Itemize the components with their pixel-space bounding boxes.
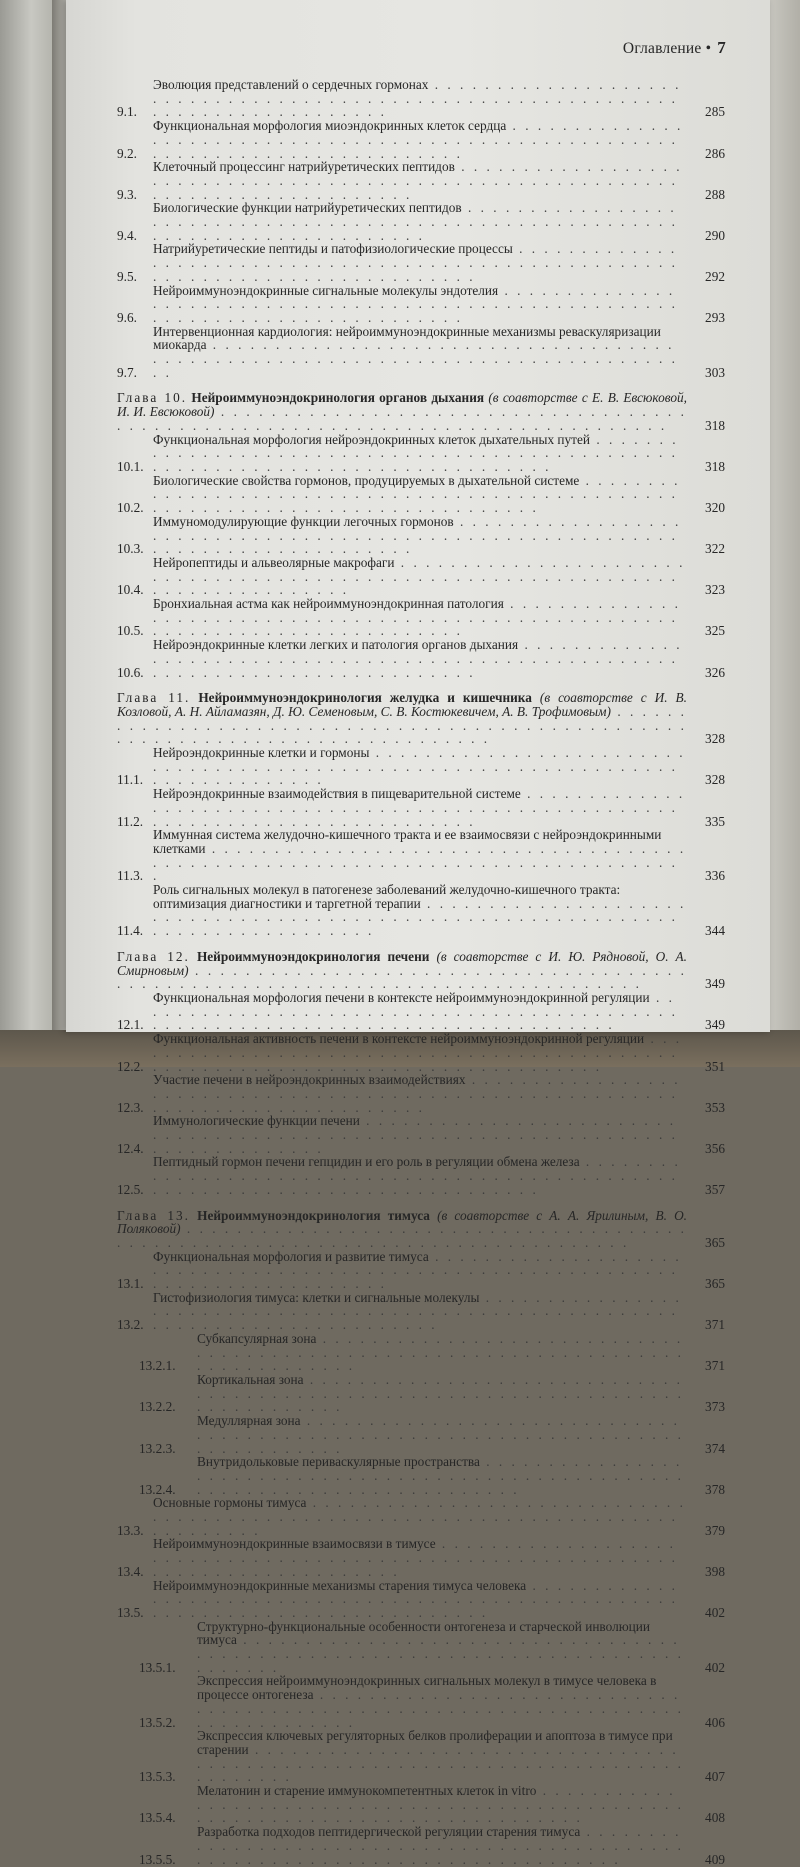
section-title: Клеточный процессинг натрийуретических пептидов — [153, 159, 455, 175]
toc-subsection — [117, 1414, 725, 1455]
section-page: 353 — [705, 1099, 725, 1115]
section-number: 9.3. — [117, 186, 137, 202]
section-title: Нейроиммуноэндокринные механизмы старения тимуса человека — [153, 1577, 527, 1593]
section-title: Биологические свойства гормонов, продуцируемых в дыхательной системе — [153, 472, 580, 488]
section-page: 379 — [705, 1522, 725, 1538]
toc-section — [117, 1579, 725, 1620]
header-section-title: Оглавление — [622, 40, 702, 57]
toc-section — [117, 1537, 725, 1578]
toc-section — [117, 1114, 725, 1155]
section-title-wrap — [153, 284, 687, 325]
section-page: 409 — [705, 1851, 725, 1867]
leader-dots: . . . . . . . . . . . . . . . . . . . . . . . . . . . . . . . . . . . . . . . . . . . . . . . . . . . . . . . . . . . . . . . . . . . . . . . . . . . . . . . . . — [197, 1824, 684, 1867]
toc-section — [117, 515, 725, 556]
section-title-wrap — [153, 787, 687, 828]
chapter-authors: (в соавторстве с И. В. Козловой, А. Н. Айламазян, Д. Ю. Семеновым, С. В. Костюкевичем, А. В. Трофимовым) — [117, 690, 688, 719]
section-title-wrap — [153, 1073, 687, 1114]
section-page: 406 — [705, 1714, 725, 1730]
leader-dots: . . . . . . . . . . . . . . . . . . . . . . . . . . . . . . . . . . . . . . . . . . . . . . . . . . . . . . . . . . . . . . . . . . . . . . . . . . . . . . . . . — [197, 1687, 684, 1730]
section-number: 9.5. — [117, 268, 137, 284]
section-title-wrap — [197, 1455, 687, 1496]
section-page: 290 — [705, 227, 725, 243]
section-title: Функциональная морфология печени в контексте нейроиммуноэндокринной регуляции — [153, 990, 650, 1005]
toc-subsection — [117, 1674, 725, 1729]
section-title-wrap — [153, 828, 687, 883]
chapter-label: Глава 12. — [117, 948, 190, 964]
toc-section — [117, 556, 725, 597]
section-page: 292 — [705, 268, 725, 284]
toc-section — [117, 78, 725, 119]
leader-dots: . . . . . . . . . . . . . . . . . . . . . . . . . . . . . . . . . . . . . . . . . . . . . . . . . . . . . . . . . . . . . . . . . . . . . . . . . . . . . . . . . — [197, 1783, 684, 1826]
section-number: 10.3. — [117, 541, 144, 557]
section-number: 12.3. — [117, 1099, 144, 1115]
leader-dots: . . . . . . . . . . . . . . . . . . . . . . . . . . . . . . . . . . . . . . . . . . . . . . . . . . . . . . . . . . . . . . . . . . . . . . . . . . . . . . . . . — [153, 200, 678, 243]
section-number: 13.5.5. — [139, 1851, 176, 1867]
leader-dots: . . . . . . . . . . . . . . . . . . . . . . . . . . . . . . . . . . . . . . . . . . . . . . . . . . . . . . . . . . . . . . . . . . . . . . . . . . . . . . . . . — [153, 1536, 678, 1579]
section-title-wrap — [153, 556, 687, 597]
section-title: Пептидный гормон печени гепцидин и его роль в регуляции обмена железа — [153, 1154, 580, 1170]
section-number: 13.3. — [117, 1522, 144, 1538]
toc-section — [117, 1496, 725, 1537]
section-page: 371 — [705, 1317, 725, 1333]
section-title: Нейропептиды и альвеолярные макрофаги — [153, 554, 395, 570]
section-page: 349 — [705, 1017, 725, 1033]
section-title-wrap — [153, 883, 687, 938]
section-title: Биологические функции натрийуретических пептидов — [153, 200, 462, 216]
leader-dots: . . . . . . . . . . . . . . . . . . . . . . . . . . . . . . . . . . . . . . . . . . . . . . . . . . . . . . . . . . . . . . . . . . . . . . . . . . . . . . . . . — [153, 1031, 683, 1074]
toc-section — [117, 1073, 725, 1114]
toc-section — [117, 828, 725, 883]
section-number: 13.4. — [117, 1563, 144, 1579]
section-page: 285 — [705, 104, 725, 120]
leader-dots: . . . . . . . . . . . . . . . . . . . . . . . . . . . . . . . . . . . . . . . . . . . . . . . . . . . . . . . . . . . . . . . . . . . . . . . . . . . . . . . . . — [153, 1495, 686, 1538]
chapter-page: 365 — [705, 1234, 725, 1250]
section-page: 356 — [705, 1140, 725, 1156]
section-page: 335 — [705, 813, 725, 829]
toc-section — [117, 883, 725, 938]
toc-section — [117, 991, 725, 1032]
section-number: 13.2.2. — [139, 1399, 176, 1415]
chapter-title: Нейроиммуноэндокринология органов дыхания — [191, 390, 485, 406]
leader-dots: . . . . . . . . . . . . . . . . . . . . . . . . . . . . . . . . . . . . . . . . . . . . . . . . . . . . . . . . . . . . . . . . . . . . . . . . . . . . . . . . . — [197, 1413, 684, 1456]
section-number: 13.2.3. — [139, 1440, 176, 1456]
section-page: 293 — [705, 309, 725, 325]
section-page: 320 — [705, 500, 725, 516]
section-title: Бронхиальная астма как нейроиммуноэндокринная патология — [153, 596, 504, 612]
toc-subsection — [117, 1455, 725, 1496]
section-title-wrap — [153, 119, 687, 160]
section-number: 10.4. — [117, 582, 144, 598]
section-title: Экспрессия ключевых регуляторных белков пролиферации и апоптоза в тимусе при старении — [197, 1728, 673, 1757]
section-title-wrap — [153, 1291, 687, 1332]
section-page: 328 — [705, 772, 725, 788]
leader-dots: . . . . . . . . . . . . . . . . . . . . . . . . . . . . . . . . . . . . . . . . . . . . . . . . . . . . . . . . . . . . . . . . . . . . . . . . . . . . . . . . . — [153, 596, 681, 639]
section-page: 357 — [705, 1181, 725, 1197]
section-number: 11.1. — [117, 772, 144, 788]
section-number: 12.2. — [117, 1058, 144, 1074]
leader-dots: . . . . . . . . . . . . . . . . . . . . . . . . . . . . . . . . . . . . . . . . . . . . . . . . . . . . . . . . . . . . . . . . . . . . . . . . . . . . . . . . . — [153, 77, 682, 120]
header-page-number: 7 — [717, 38, 726, 57]
toc-subsection — [117, 1729, 725, 1784]
leader-dots: . . . . . . . . . . . . . . . . . . . . . . . . . . . . . . . . . . . . . . . . . . . . . . . . . . . . . . . . . . . . . . . . . . . . . . . . . . . . . . . . . — [153, 1072, 681, 1115]
section-page: 402 — [705, 1604, 725, 1620]
leader-dots: . . . . . . . . . . . . . . . . . . . . . . . . . . . . . . . . . . . . . . . . . . . . . . . . . . . . . . . . . . . . . . . . . . . . . . . . . . . . . . . . . — [197, 1330, 684, 1374]
section-title: Роль сигнальных молекул в патогенезе заболеваний желудочно-кишечного тракта: оптимизация диагностики и таргетной терапии — [153, 882, 621, 911]
section-title: Эволюция представлений о сердечных гормонах — [153, 77, 429, 92]
chapter-heading — [117, 950, 725, 991]
leader-dots: . . . . . . . . . . . . . . . . . . . . . . . . . . . . . . . . . . . . . . . . . . . . . . . . . . . . . . . . . . . . . . . . . . . . . . . . . . . . . . . . . — [153, 1154, 681, 1197]
section-title: Нейроэндокринные клетки легких и патология органов дыхания — [153, 637, 519, 653]
chapter-heading-text — [117, 691, 687, 746]
section-number: 10.6. — [117, 664, 144, 680]
leader-dots: . . . . . . . . . . . . . . . . . . . . . . . . . . . . . . . . . . . . . . . . . . . . . . . . . . . . . . . . . . . . . . . . . . . . . . . . . . . . . . . . . — [197, 1454, 684, 1497]
section-title: Функциональная морфология и развитие тимуса — [153, 1248, 429, 1264]
leader-dots: . . . . . . . . . . . . . . . . . . . . . . . . . . . . . . . . . . . . . . . . . . . . . . . . . . . . . . . . . . . . . . . . . . . . . . . . . . . . . . . . . — [153, 745, 686, 788]
leader-dots: . . . . . . . . . . . . . . . . . . . . . . . . . . . . . . . . . . . . . . . . . . . . . . . . . . . . . . . . . . . . . . . . . . . . . . . . . . . . . . . . . — [117, 703, 688, 747]
section-number: 13.2.4. — [139, 1481, 176, 1497]
section-title-wrap — [197, 1373, 687, 1414]
section-page: 336 — [705, 868, 725, 884]
section-number: 11.4. — [117, 923, 144, 939]
section-number: 10.2. — [117, 500, 144, 516]
section-page: 325 — [705, 623, 725, 639]
section-title: Функциональная морфология миоэндокринных клеток сердца — [153, 118, 507, 134]
section-number: 9.4. — [117, 227, 137, 243]
chapter-heading — [117, 1209, 725, 1250]
toc-section — [117, 119, 725, 160]
chapter-authors: (в соавторстве с И. Ю. Рядновой, О. А. Смирновым) — [117, 948, 688, 978]
toc-section — [117, 160, 725, 201]
toc-section — [117, 433, 725, 474]
chapter-heading-text — [117, 950, 687, 991]
section-title: Гистофизиология тимуса: клетки и сигнальные молекулы — [153, 1289, 480, 1305]
section-title-wrap — [197, 1620, 687, 1675]
section-page: 286 — [705, 145, 725, 161]
section-number: 12.1. — [117, 1017, 144, 1033]
section-title-wrap — [197, 1729, 687, 1784]
toc-subsection — [117, 1332, 725, 1373]
section-page: 351 — [705, 1058, 725, 1074]
section-title: Участие печени в нейроэндокринных взаимодействиях — [153, 1072, 466, 1088]
section-title: Разработка подходов пептидергической регуляции старения тимуса — [197, 1824, 581, 1840]
toc-subsection — [117, 1825, 725, 1866]
toc-section — [117, 1155, 725, 1196]
section-title-wrap — [197, 1784, 687, 1825]
section-title-wrap — [153, 1155, 687, 1196]
section-title-wrap — [153, 242, 687, 283]
chapter-label: Глава 10. — [117, 390, 188, 406]
chapter-label: Глава 11. — [117, 690, 191, 706]
section-page: 407 — [705, 1769, 725, 1785]
section-page: 408 — [705, 1810, 725, 1826]
section-number: 9.7. — [117, 364, 137, 380]
section-title: Иммуномодулирующие функции легочных гормонов — [153, 513, 454, 529]
leader-dots: . . . . . . . . . . . . . . . . . . . . . . . . . . . . . . . . . . . . . . . . . . . . . . . . . . . . . . . . . . . . . . . . . . . . . . . . . . . . . . . . . — [153, 513, 682, 557]
leader-dots: . . . . . . . . . . . . . . . . . . . . . . . . . . . . . . . . . . . . . . . . . . . . . . . . . . . . . . . . . . . . . . . . . . . . . . . . . . . . . . . . . — [153, 159, 683, 202]
section-title-wrap — [153, 1250, 687, 1291]
section-page: 323 — [705, 582, 725, 598]
section-number: 13.2. — [117, 1317, 144, 1333]
section-page: 322 — [705, 541, 725, 557]
section-number: 12.5. — [117, 1181, 144, 1197]
section-title-wrap — [153, 1579, 687, 1620]
chapter-title: Нейроиммуноэндокринология печени — [196, 948, 430, 964]
leader-dots: . . . . . . . . . . . . . . . . . . . . . . . . . . . . . . . . . . . . . . . . . . . . . . . . . . . . . . . . . . . . . . . . . . . . . . . . . . . . . . . . . — [153, 1113, 678, 1156]
toc-subsection — [117, 1373, 725, 1414]
section-title: Функциональная морфология нейроэндокринных клеток дыхательных путей — [153, 431, 591, 447]
section-title-wrap — [197, 1825, 687, 1866]
section-number: 10.1. — [117, 458, 144, 474]
section-title-wrap — [153, 433, 687, 474]
section-title: Интервенционная кардиология: нейроиммуноэндокринные механизмы реваскуляризации миокарда — [153, 323, 661, 353]
section-page: 326 — [705, 664, 725, 680]
section-title-wrap — [197, 1674, 687, 1729]
toc-section — [117, 1250, 725, 1291]
toc-section — [117, 474, 725, 515]
section-number: 13.5.3. — [139, 1769, 176, 1785]
section-number: 9.6. — [117, 309, 137, 325]
chapter-title: Нейроиммуноэндокринология желудка и кишечника — [198, 690, 532, 706]
section-title: Функциональная активность печени в контексте нейроиммуноэндокринной регуляции — [153, 1031, 645, 1047]
book-page — [66, 0, 770, 1867]
leader-dots: . . . . . . . . . . . . . . . . . . . . . . . . . . . . . . . . . . . . . . . . . . . . . . . . . . . . . . . . . . . . . . . . . . . . . . . . . . . . . . . . . — [153, 1248, 682, 1292]
toc-section — [117, 1032, 725, 1073]
leader-dots: . . . . . . . . . . . . . . . . . . . . . . . . . . . . . . . . . . . . . . . . . . . . . . . . . . . . . . . . . . . . . . . . . . . . . . . . . . . . . . . . . — [153, 786, 686, 829]
toc-section — [117, 201, 725, 242]
section-title: Нейроэндокринные клетки и гормоны — [153, 745, 370, 761]
section-title: Мелатонин и старение иммунокомпетентных клеток in vitro — [197, 1783, 537, 1799]
section-number: 12.4. — [117, 1140, 144, 1156]
section-title: Иммунологические функции печени — [153, 1113, 360, 1129]
chapter-authors: (в соавторстве с Е. В. Евсюковой, И. И. Евсюковой) — [117, 390, 688, 420]
leader-dots: . . . . . . . . . . . . . . . . . . . . . . . . . . . . . . . . . . . . . . . . . . . . . . . . . . . . . . . . . . . . . . . . . . . . . . . . . . . . . . . . . — [153, 118, 684, 161]
section-page: 373 — [705, 1399, 725, 1415]
toc-section — [117, 284, 725, 325]
section-title-wrap — [153, 1032, 687, 1073]
chapter-heading-text — [117, 391, 687, 432]
toc-section — [117, 325, 725, 380]
section-number: 13.5.2. — [139, 1714, 176, 1730]
section-title-wrap — [153, 325, 687, 380]
section-page: 402 — [705, 1659, 725, 1675]
running-header — [623, 38, 726, 58]
leader-dots: . . . . . . . . . . . . . . . . . . . . . . . . . . . . . . . . . . . . . . . . . . . . . . . . . . . . . . . . . . . . . . . . . . . . . . . . . . . . . . . . . — [153, 431, 679, 474]
section-number: 13.1. — [117, 1276, 144, 1292]
section-number: 13.2.1. — [139, 1358, 176, 1374]
chapter-heading — [117, 391, 725, 432]
page-stack-edge — [768, 0, 800, 1030]
leader-dots: . . . . . . . . . . . . . . . . . . . . . . . . . . . . . . . . . . . . . . . . . . . . . . . . . . . . . . . . . . . . . . . . . . . . . . . . . . . . . . . . . — [117, 404, 687, 433]
chapter-heading — [117, 691, 725, 746]
section-title: Субкапсулярная зона — [197, 1330, 317, 1346]
toc-section — [117, 1291, 725, 1332]
section-title-wrap — [153, 1537, 687, 1578]
section-title: Основные гормоны тимуса — [153, 1495, 307, 1511]
leader-dots: . . . . . . . . . . . . . . . . . . . . . . . . . . . . . . . . . . . . . . . . . . . . . . . . . . . . . . . . . . . . . . . . . . . . . . . . . . . . . . . . . — [117, 962, 687, 992]
section-title-wrap — [153, 638, 687, 679]
section-number: 9.2. — [117, 145, 137, 161]
section-page: 365 — [705, 1276, 725, 1292]
section-title-wrap — [197, 1414, 687, 1455]
section-number: 10.5. — [117, 623, 144, 639]
toc-subsection — [117, 1620, 725, 1675]
leader-dots: . . . . . . . . . . . . . . . . . . . . . . . . . . . . . . . . . . . . . . . . . . . . . . . . . . . . . . . . . . . . . . . . . . . . . . . . . . . . . . . . . — [153, 990, 678, 1033]
section-title: Нейроэндокринные взаимодействия в пищеварительной системе — [153, 786, 521, 802]
section-page: 398 — [705, 1563, 725, 1579]
toc-section — [117, 746, 725, 787]
chapter-label: Глава 13. — [117, 1207, 190, 1223]
section-number: 9.1. — [117, 104, 137, 120]
chapter-heading-text — [117, 1209, 687, 1250]
section-title: Нейроиммуноэндокринные взаимосвязи в тимусе — [153, 1536, 436, 1552]
section-title-wrap — [153, 474, 687, 515]
chapter-authors: (в соавторстве с А. А. Ярилиным, В. О. Поляковой) — [117, 1207, 688, 1237]
section-title-wrap — [197, 1332, 687, 1373]
table-of-contents — [117, 78, 725, 1866]
header-separator: • — [705, 40, 712, 57]
chapter-page: 328 — [705, 731, 725, 747]
leader-dots: . . . . . . . . . . . . . . . . . . . . . . . . . . . . . . . . . . . . . . . . . . . . . . . . . . . . . . . . . . . . . . . . . . . . . . . . . . . . . . . . . — [153, 472, 681, 516]
leader-dots: . . . . . . . . . . . . . . . . . . . . . . . . . . . . . . . . . . . . . . . . . . . . . . . . . . . . . . . . . . . . . . . . . . . . . . . . . . . . . . . . . — [153, 1577, 678, 1620]
toc-section — [117, 638, 725, 679]
previous-page-edge — [0, 0, 52, 1030]
leader-dots: . . . . . . . . . . . . . . . . . . . . . . . . . . . . . . . . . . . . . . . . . . . . . . . . . . . . . . . . . . . . . . . . . . . . . . . . . . . . . . . . . — [153, 637, 683, 680]
section-title-wrap — [153, 1114, 687, 1155]
section-number: 11.2. — [117, 813, 144, 829]
leader-dots: . . . . . . . . . . . . . . . . . . . . . . . . . . . . . . . . . . . . . . . . . . . . . . . . . . . . . . . . . . . . . . . . . . . . . . . . . . . . . . . . . — [197, 1741, 684, 1785]
section-number: 13.5.1. — [139, 1659, 176, 1675]
leader-dots: . . . . . . . . . . . . . . . . . . . . . . . . . . . . . . . . . . . . . . . . . . . . . . . . . . . . . . . . . . . . . . . . . . . . . . . . . . . . . . . . . — [153, 840, 687, 884]
section-title: Экспрессия нейроиммуноэндокринных сигнальных молекул в тимусе человека в процессе онтогенеза — [197, 1673, 657, 1703]
section-title-wrap — [153, 991, 687, 1032]
section-page: 318 — [705, 458, 725, 474]
chapter-page: 318 — [705, 417, 725, 433]
section-page: 374 — [705, 1440, 725, 1456]
section-page: 344 — [705, 923, 725, 939]
section-title-wrap — [153, 1496, 687, 1537]
section-title-wrap — [153, 746, 687, 787]
leader-dots: . . . . . . . . . . . . . . . . . . . . . . . . . . . . . . . . . . . . . . . . . . . . . . . . . . . . . . . . . . . . . . . . . . . . . . . . . . . . . . . . . — [153, 337, 678, 380]
section-number: 11.3. — [117, 868, 144, 884]
leader-dots: . . . . . . . . . . . . . . . . . . . . . . . . . . . . . . . . . . . . . . . . . . . . . . . . . . . . . . . . . . . . . . . . . . . . . . . . . . . . . . . . . — [153, 554, 686, 598]
leader-dots: . . . . . . . . . . . . . . . . . . . . . . . . . . . . . . . . . . . . . . . . . . . . . . . . . . . . . . . . . . . . . . . . . . . . . . . . . . . . . . . . . — [197, 1632, 684, 1675]
section-title: Медуллярная зона — [197, 1413, 301, 1429]
section-number: 13.5. — [117, 1604, 144, 1620]
leader-dots: . . . . . . . . . . . . . . . . . . . . . . . . . . . . . . . . . . . . . . . . . . . . . . . . . . . . . . . . . . . . . . . . . . . . . . . . . . . . . . . . . — [197, 1371, 684, 1415]
section-title: Иммунная система желудочно-кишечного тракта и ее взаимосвязи с нейроэндокринными клетками — [153, 827, 662, 856]
leader-dots: . . . . . . . . . . . . . . . . . . . . . . . . . . . . . . . . . . . . . . . . . . . . . . . . . . . . . . . . . . . . . . . . . . . . . . . . . . . . . . . . . — [153, 1289, 682, 1333]
section-title-wrap — [153, 201, 687, 242]
section-page: 371 — [705, 1358, 725, 1374]
toc-subsection — [117, 1784, 725, 1825]
section-page: 303 — [705, 364, 725, 380]
section-title-wrap — [153, 78, 687, 119]
chapter-page: 349 — [705, 976, 725, 992]
section-number: 13.5.4. — [139, 1810, 176, 1826]
section-page: 288 — [705, 186, 725, 202]
section-title: Натрийуретические пептиды и патофизиологические процессы — [153, 241, 513, 257]
leader-dots: . . . . . . . . . . . . . . . . . . . . . . . . . . . . . . . . . . . . . . . . . . . . . . . . . . . . . . . . . . . . . . . . . . . . . . . . . . . . . . . . . — [153, 241, 678, 284]
section-title: Нейроиммуноэндокринные сигнальные молекулы эндотелия — [153, 282, 499, 298]
section-title-wrap — [153, 515, 687, 556]
section-title-wrap — [153, 160, 687, 201]
section-title: Структурно-функциональные особенности онтогенеза и старческой инволюции тимуса — [197, 1618, 651, 1648]
leader-dots: . . . . . . . . . . . . . . . . . . . . . . . . . . . . . . . . . . . . . . . . . . . . . . . . . . . . . . . . . . . . . . . . . . . . . . . . . . . . . . . . . — [117, 1221, 687, 1250]
chapter-title: Нейроиммуноэндокринология тимуса — [197, 1207, 430, 1223]
section-title-wrap — [153, 597, 687, 638]
section-title: Кортикальная зона — [197, 1371, 304, 1387]
leader-dots: . . . . . . . . . . . . . . . . . . . . . . . . . . . . . . . . . . . . . . . . . . . . . . . . . . . . . . . . . . . . . . . . . . . . . . . . . . . . . . . . . — [153, 282, 678, 325]
section-title: Внутридольковые периваскулярные пространства — [197, 1454, 480, 1470]
leader-dots: . . . . . . . . . . . . . . . . . . . . . . . . . . . . . . . . . . . . . . . . . . . . . . . . . . . . . . . . . . . . . . . . . . . . . . . . . . . . . . . . . — [153, 895, 687, 939]
section-page: 378 — [705, 1481, 725, 1497]
toc-section — [117, 787, 725, 828]
toc-section — [117, 597, 725, 638]
toc-section — [117, 242, 725, 283]
